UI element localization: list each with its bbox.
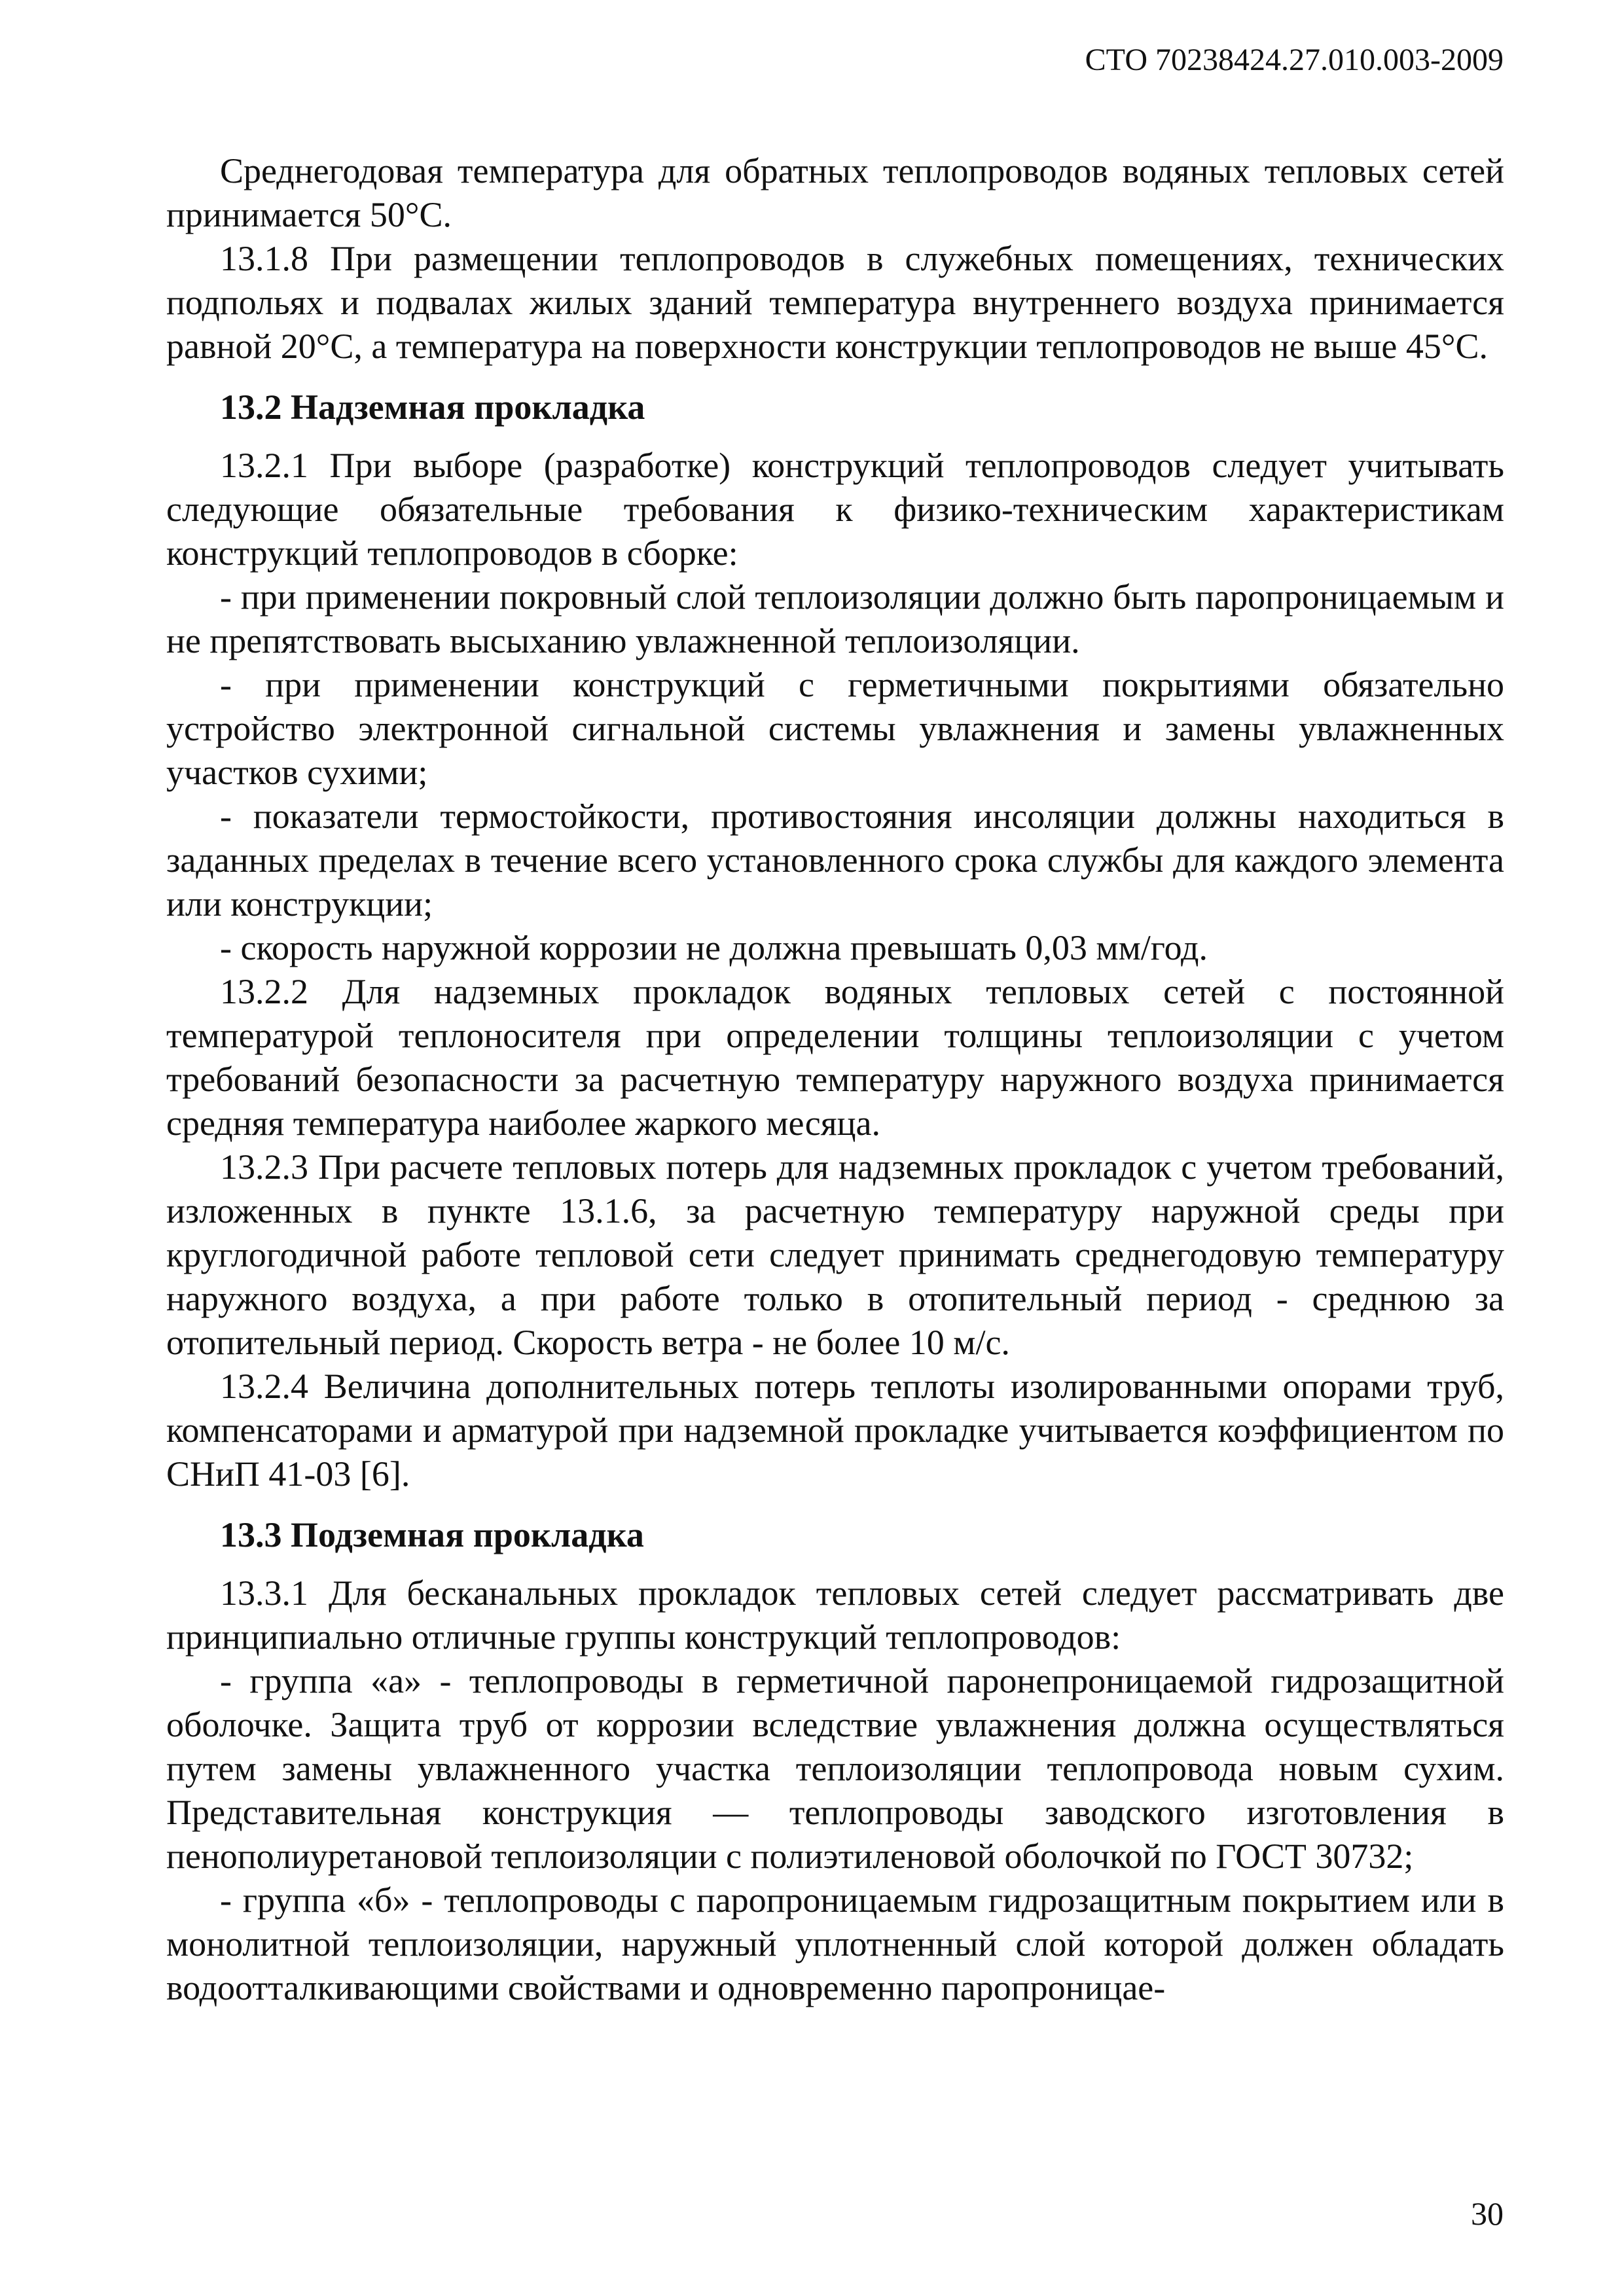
paragraph-13-2-4: 13.2.4 Величина дополнительных потерь теплоты изолированными опорами труб, компенсаторами и арматурой при надземной прокладке учитывается коэффициентом по СНиП 41-03 [6]. [166,1367,1504,1494]
list-item-corrosion-rate: - скорость наружной коррозии не должна превышать 0,03 мм/год. [220,928,1208,967]
section-heading-13-2: 13.2 Надземная прокладка [220,387,645,427]
paragraph-annual-temperature: Среднегодовая температура для обратных теплопроводов водяных тепловых сетей принимается 50°С. [166,151,1504,234]
document-code-header: СТО 70238424.27.010.003-2009 [1085,43,1504,77]
section-heading-13-3: 13.3 Подземная прокладка [220,1515,644,1554]
paragraph-13-3-1: 13.3.1 Для бесканальных прокладок тепловых сетей следует рассматривать две принципиально отличные группы конструкций теплопроводов: [166,1573,1504,1657]
paragraph-13-1-8: 13.1.8 При размещении теплопроводов в служебных помещениях, технических подпольях и подвалах жилых зданий температура внутреннего воздуха принимается равной 20°С, а температура на поверхности конструкции теплопроводов не выше 45°С. [166,239,1504,366]
list-item-hermetic-coatings: - при применении конструкций с герметичными покрытиями обязательно устройство электронной сигнальной системы увлажнения и замены увлажненных участков сухими; [166,665,1504,792]
list-item-thermal-resistance: - показатели термостойкости, противостояния инсоляции должны находиться в заданных пределах в течение всего установленного срока службы для каждого элемента или конструкции; [166,797,1504,924]
list-item-group-b: - группа «б» - теплопроводы с паропроницаемым гидрозащитным покрытием или в монолитной теплоизоляции, наружный уплотненный слой которой должен обладать водоотталкивающими свойствами и одновременно паропроницае- [166,1880,1504,2007]
list-item-group-a: - группа «а» - теплопроводы в герметичной паронепроницаемой гидрозащитной оболочке. Защита труб от коррозии вследствие увлажнения должна осуществляться путем замены увлажненного участка теплоизоляции теплопровода новым сухим. Представительная конструкция — теплопроводы заводского изготовления в пенополиуретановой теплоизоляции с полиэтиленовой оболочкой по ГОСТ 30732; [166,1661,1504,1876]
page-number: 30 [1471,2195,1504,2232]
list-item-vapor-permeable: - при применении покровный слой теплоизоляции должно быть паропроницаемым и не препятствовать высыханию увлажненной теплоизоляции. [166,577,1504,660]
paragraph-13-2-2: 13.2.2 Для надземных прокладок водяных тепловых сетей с постоянной температурой теплоносителя при определении толщины теплоизоляции с учетом требований безопасности за расчетную температуру наружного воздуха принимается средняя температура наиболее жаркого месяца. [166,972,1504,1143]
document-body [166,149,1504,2010]
paragraph-13-2-1: 13.2.1 При выборе (разработке) конструкций теплопроводов следует учитывать следующие обязательные требования к физико-техническим характеристикам конструкций теплопроводов в сборке: [166,446,1504,573]
paragraph-13-2-3: 13.2.3 При расчете тепловых потерь для надземных прокладок с учетом требований, изложенных в пункте 13.1.6, за расчетную температуру наружной среды при круглогодичной работе тепловой сети следует принимать среднегодовую температуру наружного воздуха, а при работе только в отопительный период - среднюю за отопительный период. Скорость ветра - не более 10 м/с. [166,1147,1504,1362]
